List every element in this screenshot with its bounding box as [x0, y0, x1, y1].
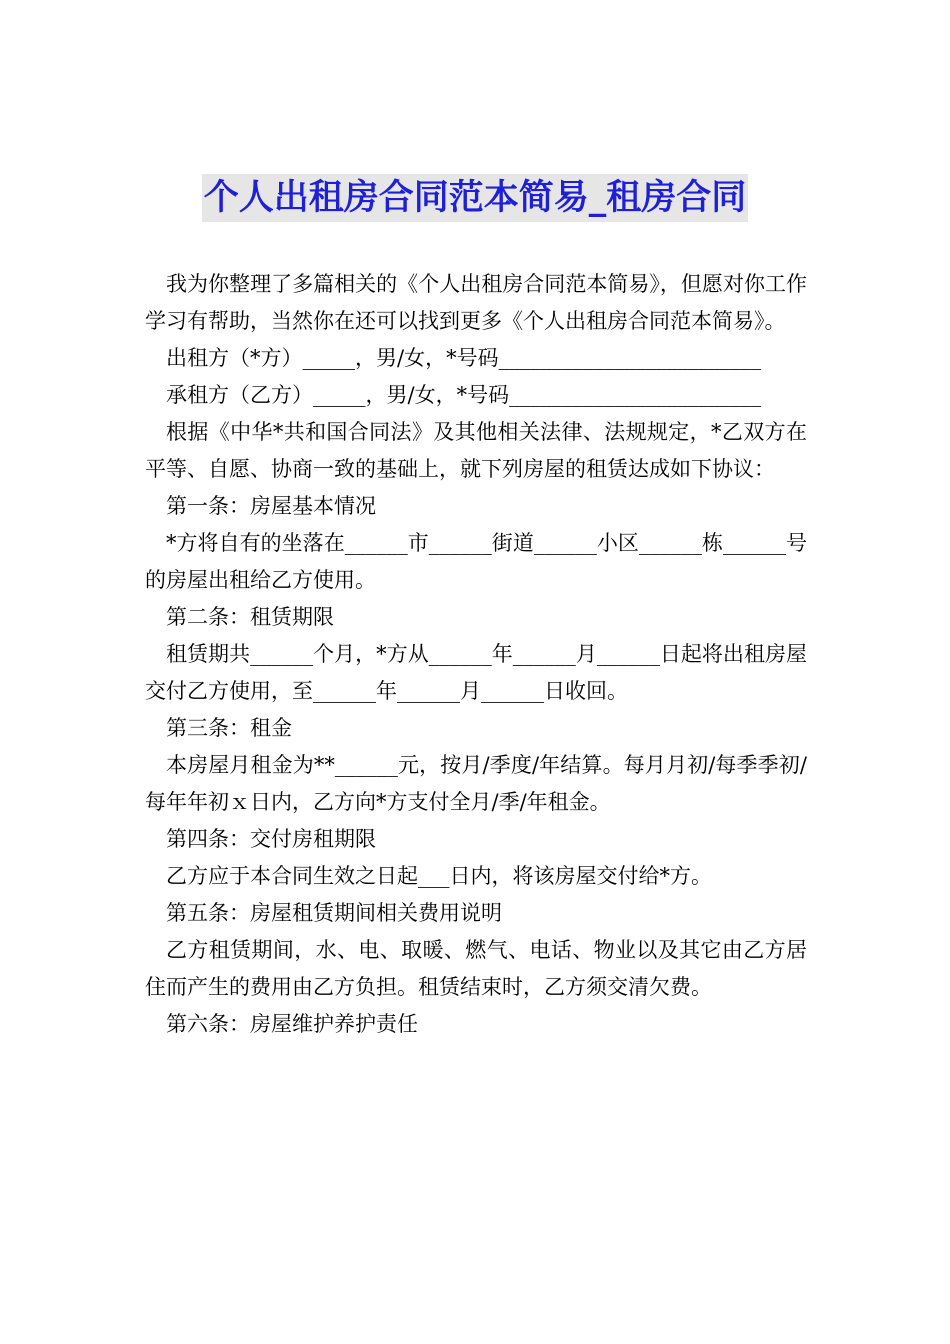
lessee-line: 承租方（乙方）_____，男/女，*号码________________________: [166, 383, 762, 407]
article-2-text: 租赁期共______个月，*方从______年______月______日起将出租房屋交付乙方使用，至______年______月______日收回。: [145, 642, 807, 703]
lessor-line: 出租方（*方）_____，男/女，*号码_________________________: [166, 346, 762, 370]
article-3-text: 本房屋月租金为**______元，按月/季度/年结算。每月月初/每季季初/每年年初ｘ日内，乙方向*方支付全月/季/年租金。: [145, 753, 807, 814]
article-4-heading: 第四条：交付房租期限: [166, 827, 376, 851]
document-title: 个人出租房合同范本简易_租房合同: [202, 174, 749, 222]
document-body: [145, 266, 807, 1043]
article-5-heading: 第五条：房屋租赁期间相关费用说明: [166, 901, 502, 925]
title-container: [0, 174, 950, 222]
article-6-heading: 第六条：房屋维护养护责任: [166, 1012, 418, 1036]
intro-paragraph: 我为你整理了多篇相关的《个人出租房合同范本简易》，但愿对你工作学习有帮助，当然你在还可以找到更多《个人出租房合同范本简易》。: [145, 272, 807, 333]
legal-basis-paragraph: 根据《中华*共和国合同法》及其他相关法律、法规规定，*乙双方在平等、自愿、协商一致的基础上，就下列房屋的租赁达成如下协议：: [145, 420, 807, 481]
article-1-text: *方将自有的坐落在______市______街道______小区______栋______号的房屋出租给乙方使用。: [145, 531, 807, 592]
article-4-text: 乙方应于本合同生效之日起___日内，将该房屋交付给*方。: [166, 864, 712, 888]
article-5-text: 乙方租赁期间，水、电、取暖、燃气、电话、物业以及其它由乙方居住而产生的费用由乙方负担。租赁结束时，乙方须交清欠费。: [145, 938, 807, 999]
article-2-heading: 第二条：租赁期限: [166, 605, 334, 629]
article-1-heading: 第一条：房屋基本情况: [166, 494, 376, 518]
article-3-heading: 第三条：租金: [166, 716, 292, 740]
